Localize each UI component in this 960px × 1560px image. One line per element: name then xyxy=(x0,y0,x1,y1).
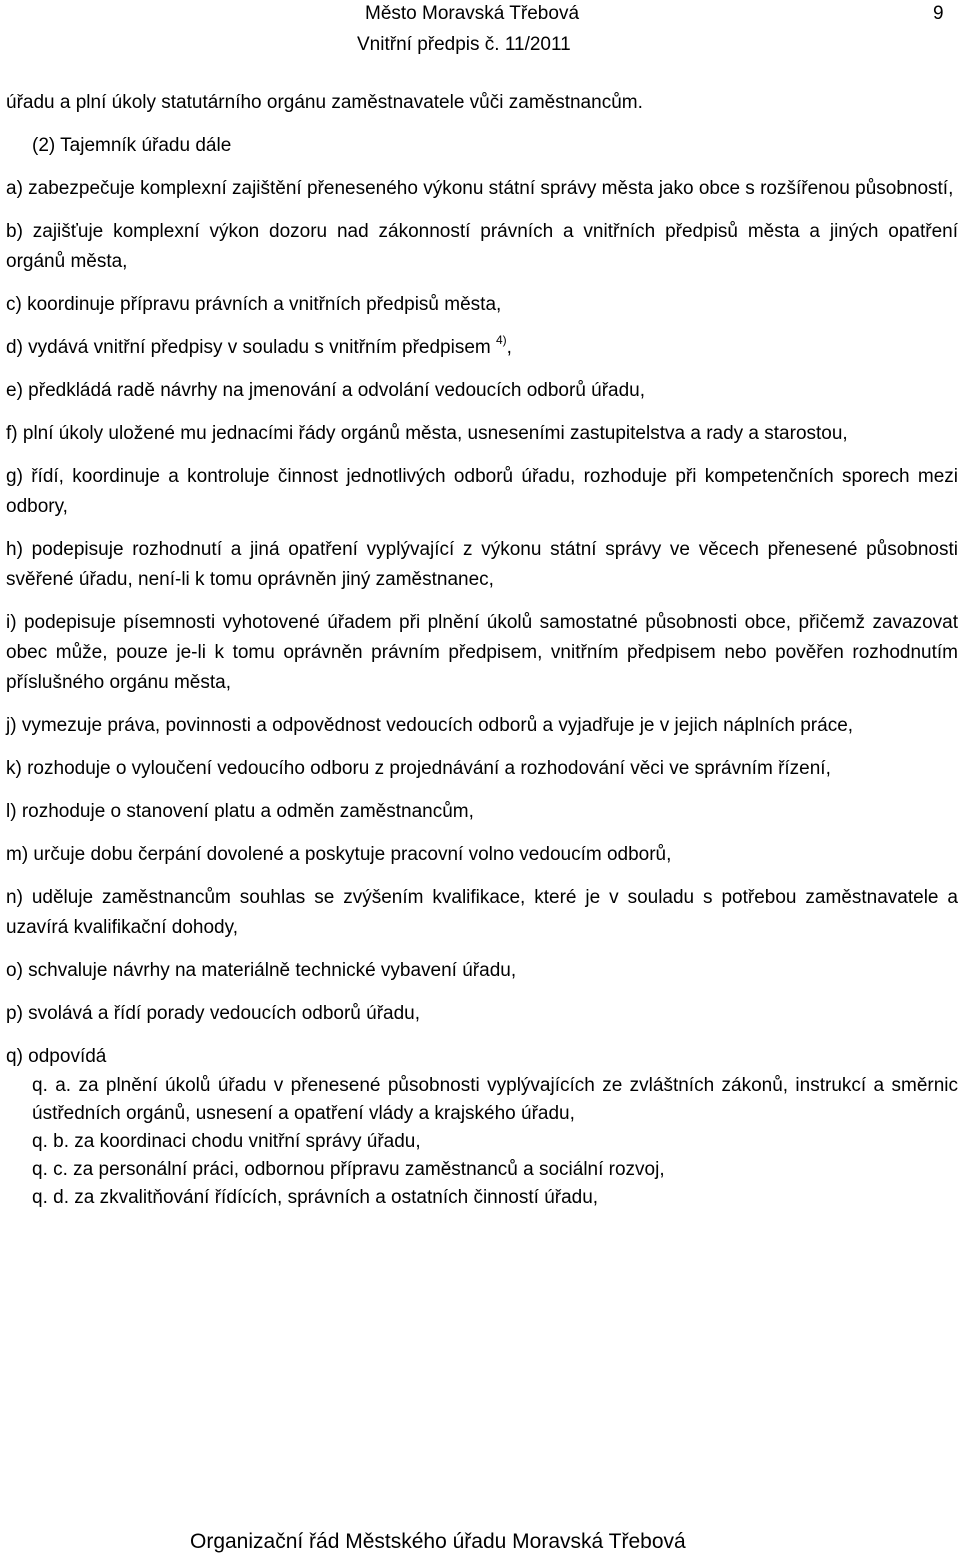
item-d-text: d) vydává vnitřní předpisy v souladu s vnitřním předpisem xyxy=(6,337,496,358)
item-q-d: q. d. za zkvalitňování řídících, správních a ostatních činností úřadu, xyxy=(32,1187,599,1208)
item-e: e) předkládá radě návrhy na jmenování a odvolání vedoucích odborů úřadu, xyxy=(6,380,646,401)
item-p: p) svolává a řídí porady vedoucích odborů úřadu, xyxy=(6,1003,421,1024)
item-j: j) vymezuje práva, povinnosti a odpovědnost vedoucích odborů a vyjadřuje je v jejich náplních práce, xyxy=(6,715,854,736)
item-c: c) koordinuje přípravu právních a vnitřních předpisů města, xyxy=(6,294,502,315)
page-footer: Organizační řád Městského úřadu Moravská Třebová xyxy=(190,1530,686,1553)
item-i: i) podepisuje písemnosti vyhotovené úřadem při plnění úkolů samostatné působnosti obce, přičemž zavazovat obec může, pouze je-li k tomu oprávněn právním předpisem, vnitřním předpisem nebo pověřen rozhodnutím příslušného orgánu města, xyxy=(6,612,958,693)
item-q-b: q. b. za koordinaci chodu vnitřní správy úřadu, xyxy=(32,1131,421,1152)
item-h: h) podepisuje rozhodnutí a jiná opatření vyplývající z výkonu státní správy ve věcech přenesené působnosti svěřené úřadu, není-li k tomu oprávněn jiný zaměstnanec, xyxy=(6,539,958,590)
item-k: k) rozhoduje o vyloučení vedoucího odboru z projednávání a rozhodování věci ve správním řízení, xyxy=(6,758,831,779)
header-document-id: Vnitřní předpis č. 11/2011 xyxy=(357,34,571,55)
item-q-c: q. c. za personální práci, odbornou přípravu zaměstnanců a sociální rozvoj, xyxy=(32,1159,665,1180)
item-l: l) rozhoduje o stanovení platu a odměn zaměstnancům, xyxy=(6,801,474,822)
item-o: o) schvaluje návrhy na materiálně technické vybavení úřadu, xyxy=(6,960,517,981)
item-b: b) zajišťuje komplexní výkon dozoru nad zákonností právních a vnitřních předpisů města a jiných opatření orgánů města, xyxy=(6,221,958,272)
item-d-tail: , xyxy=(506,337,512,358)
item-m: m) určuje dobu čerpání dovolené a poskytuje pracovní volno vedoucím odborů, xyxy=(6,844,672,865)
header-city: Město Moravská Třebová xyxy=(365,3,580,24)
item-n: n) uděluje zaměstnancům souhlas se zvýšením kvalifikace, které je v souladu s potřebou zaměstnavatele a uzavírá kvalifikační dohody, xyxy=(6,887,958,938)
item-q: q) odpovídá xyxy=(6,1046,107,1067)
footnote-ref: 4) xyxy=(496,333,507,347)
continuation-line: úřadu a plní úkoly statutárního orgánu zaměstnavatele vůči zaměstnancům. xyxy=(6,92,643,113)
item-a: a) zabezpečuje komplexní zajištění přeneseného výkonu státní správy města jako obce s rozšířenou působností, xyxy=(6,178,954,199)
page-number: 9 xyxy=(933,3,944,24)
section-heading: (2) Tajemník úřadu dále xyxy=(32,135,232,156)
item-g: g) řídí, koordinuje a kontroluje činnost jednotlivých odborů úřadu, rozhoduje při kompetenčních sporech mezi odbory, xyxy=(6,466,958,517)
item-q-a: q. a. za plnění úkolů úřadu v přenesené působnosti vyplývajících ze zvláštních zákonů, instrukcí a směrnic ústředních orgánů, usnesení a opatření vlády a krajského úřadu, xyxy=(32,1075,958,1124)
page-header xyxy=(0,0,960,60)
item-d xyxy=(6,333,958,363)
page-content xyxy=(6,88,958,1212)
item-f: f) plní úkoly uložené mu jednacími řády orgánů města, usneseními zastupitelstva a rady a starostou, xyxy=(6,423,848,444)
